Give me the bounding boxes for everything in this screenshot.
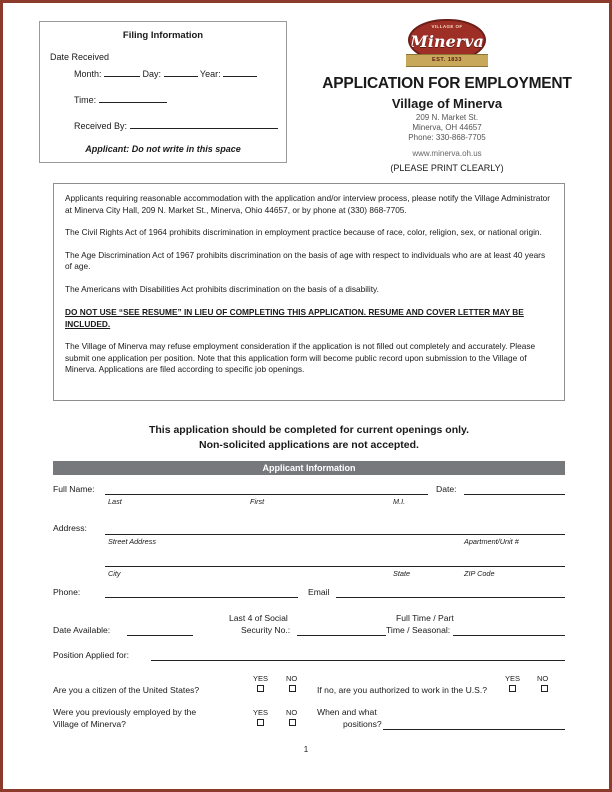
notice-paragraph-age-discrimination: The Age Discrimination Act of 1967 prohibits discrimination on the basis of age with respect to individuals who are at least 40 years of age. xyxy=(65,249,546,271)
received-by-label: Received By: xyxy=(74,121,128,131)
authorized-no-label: NO xyxy=(537,674,549,683)
full-name-sub-last: Last xyxy=(108,497,122,506)
notice-paragraph-no-see-resume: DO NOT USE “SEE RESUME” IN LIEU OF COMPLETING THIS APPLICATION. RESUME AND COVER LETTER MAY BE INCLUDED. xyxy=(65,307,524,329)
received-by-row xyxy=(50,118,276,131)
time-label: Time: xyxy=(74,95,97,105)
full-name-row xyxy=(53,481,565,513)
minerva-village-logo-icon xyxy=(404,19,490,69)
position-applied-input[interactable] xyxy=(151,660,565,661)
address-sub-street: Street Address xyxy=(108,537,156,546)
city-state-zip-row xyxy=(53,553,565,583)
address-sub-state: State xyxy=(393,569,411,578)
notice-paragraph-refusal: The Village of Minerva may refuse employment consideration if the application is not filled out completely and accurately. Please submit one application per position. Note that this application form will become public record upon submission to the Village of Minerva. Applications are filed according to specific job openings. xyxy=(65,341,536,374)
when-what-positions-input[interactable] xyxy=(383,729,565,730)
address-row xyxy=(53,513,565,553)
day-label: Day: xyxy=(142,69,162,79)
phone-email-row xyxy=(53,583,565,611)
date-received-row xyxy=(50,66,276,79)
document-header xyxy=(313,19,581,173)
previous-employment-label-line-2: Village of Minerva? xyxy=(53,719,126,729)
applicant-information-form xyxy=(53,481,565,739)
header-address-line-2: Minerva, OH 44657 xyxy=(412,123,482,132)
header-website: www.minerva.oh.us xyxy=(412,149,482,158)
received-by-input[interactable] xyxy=(130,118,278,129)
time-row xyxy=(50,92,276,105)
phone-label: Phone: xyxy=(53,587,81,597)
application-statement xyxy=(53,423,565,453)
position-applied-label: Position Applied for: xyxy=(53,650,129,660)
page-subtitle: Village of Minerva xyxy=(391,96,503,111)
ssn-label-line-2: Security No.: xyxy=(241,625,291,635)
time-input[interactable] xyxy=(99,92,167,103)
employment-type-label-line-1: Full Time / Part xyxy=(396,613,454,623)
print-clearly-note: (PLEASE PRINT CLEARLY) xyxy=(390,163,504,173)
previous-yes-label: YES xyxy=(253,708,269,717)
previous-employment-label-line-1: Were you previously employed by the xyxy=(53,707,197,717)
section-header-applicant-information: Applicant Information xyxy=(53,461,565,475)
logo-arc-text: VILLAGE OF xyxy=(431,24,463,29)
filing-information-box xyxy=(39,21,287,163)
ssn-label-line-1: Last 4 of Social xyxy=(229,613,288,623)
employment-type-label-line-2: Time / Seasonal: xyxy=(386,625,451,635)
date-label: Date: xyxy=(436,484,457,494)
header-phone: Phone: 330-868-7705 xyxy=(408,133,486,142)
email-label: Email xyxy=(308,587,330,597)
header-address-line-1: 209 N. Market St. xyxy=(415,113,479,122)
citizen-yes-label: YES xyxy=(253,674,269,683)
employment-type-input[interactable] xyxy=(453,635,565,636)
month-input[interactable] xyxy=(104,66,140,77)
page-number: 1 xyxy=(303,745,309,754)
previous-employment-row xyxy=(53,705,565,739)
statement-line-1: This application should be completed for current openings only. xyxy=(148,424,470,436)
previous-no-checkbox[interactable] xyxy=(289,719,296,726)
statement-line-2: Non-solicited applications are not accepted. xyxy=(199,439,419,451)
previous-no-label: NO xyxy=(286,708,298,717)
authorized-no-checkbox[interactable] xyxy=(541,685,548,692)
legal-notice-box xyxy=(53,183,565,401)
full-name-sub-mi: M.I. xyxy=(393,497,406,506)
position-applied-row xyxy=(53,647,565,673)
full-name-label: Full Name: xyxy=(53,484,95,494)
email-input[interactable] xyxy=(336,597,565,598)
full-name-input[interactable] xyxy=(105,494,428,495)
authorized-question-label: If no, are you authorized to work in the U.S.? xyxy=(317,685,488,695)
filing-footer-note: Applicant: Do not write in this space xyxy=(85,144,241,154)
full-name-sub-first: First xyxy=(250,497,265,506)
year-input[interactable] xyxy=(223,66,257,77)
city-state-zip-input[interactable] xyxy=(105,566,565,567)
address-sub-city: City xyxy=(108,569,121,578)
notice-paragraph-ada: The Americans with Disabilities Act prohibits discrimination on the basis of a disability. xyxy=(65,283,379,294)
when-what-label-line-2: positions? xyxy=(343,719,382,729)
date-available-label: Date Available: xyxy=(53,625,111,635)
citizenship-question-row xyxy=(53,673,565,705)
citizen-no-checkbox[interactable] xyxy=(289,685,296,692)
citizen-question-label: Are you a citizen of the United States? xyxy=(53,685,200,695)
address-sub-zip: ZIP Code xyxy=(464,569,495,578)
when-what-label-line-1: When and what xyxy=(317,707,377,717)
citizen-yes-checkbox[interactable] xyxy=(257,685,264,692)
availability-row xyxy=(53,611,565,647)
ssn-input[interactable] xyxy=(297,635,386,636)
street-address-input[interactable] xyxy=(105,534,565,535)
previous-yes-checkbox[interactable] xyxy=(257,719,264,726)
filing-information-title: Filing Information xyxy=(122,30,204,41)
logo-ribbon-text: EST. 1833 xyxy=(406,54,488,67)
date-received-label: Date Received xyxy=(50,52,110,62)
year-label: Year: xyxy=(199,69,221,79)
address-label: Address: xyxy=(53,523,87,533)
authorized-yes-label: YES xyxy=(505,674,521,683)
address-sub-apartment: Apartment/Unit # xyxy=(464,537,519,546)
authorized-yes-checkbox[interactable] xyxy=(509,685,516,692)
logo-name-text: Minerva xyxy=(410,32,484,51)
phone-input[interactable] xyxy=(105,597,298,598)
date-available-input[interactable] xyxy=(127,635,193,636)
day-input[interactable] xyxy=(164,66,198,77)
page-title: APPLICATION FOR EMPLOYMENT xyxy=(322,75,572,92)
date-input[interactable] xyxy=(464,494,565,495)
notice-paragraph-accommodation: Applicants requiring reasonable accommodation with the application and/or interview process, please notify the Village Administrator at Minerva City Hall, 209 N. Market St., Minerva, Ohio 44657, or by phone at (330) 868-7705. xyxy=(65,193,551,215)
notice-paragraph-civil-rights: The Civil Rights Act of 1964 prohibits discrimination in employment practice because of race, color, religion, sex, or national origin. xyxy=(65,227,542,237)
citizen-no-label: NO xyxy=(286,674,298,683)
month-label: Month: xyxy=(74,69,102,79)
